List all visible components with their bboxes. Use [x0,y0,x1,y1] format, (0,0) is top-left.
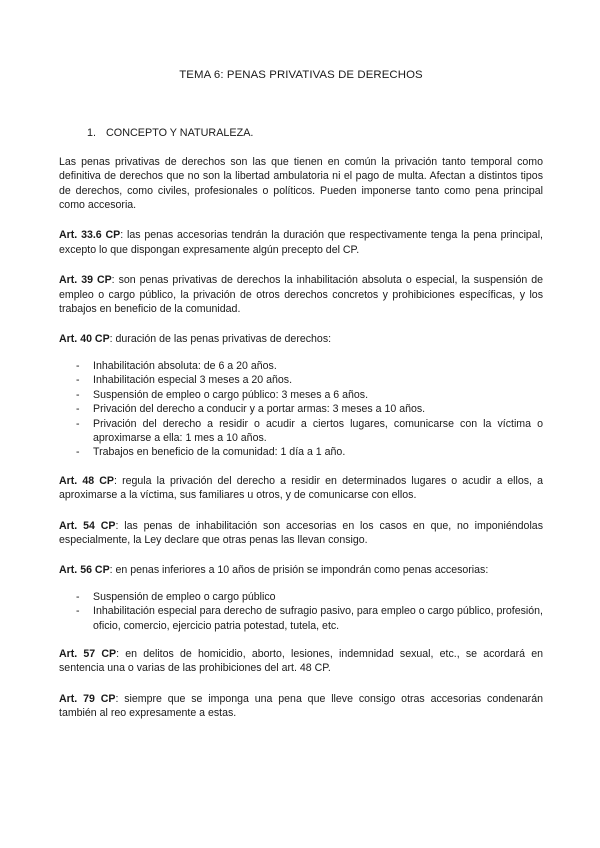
list-item-text: Inhabilitación absoluta: de 6 a 20 años. [93,359,277,372]
duration-list [59,359,543,460]
article-text: : las penas accesorias tendrán la duración que respectivamente tenga la pena principal, excepto lo que dispongan expresamente algún precepto del CP. [59,229,543,256]
article-ref: Art. 79 CP [59,692,116,705]
dash-bullet: - [76,590,80,603]
article-ref: Art. 54 CP [59,519,116,532]
article-40 [59,332,543,346]
article-text: : en penas inferiores a 10 años de prisión se impondrán como penas accesorias: [109,564,489,577]
article-ref: Art. 33.6 CP [59,229,121,242]
article-text: : en delitos de homicidio, aborto, lesiones, indemnidad sexual, etc., se acordará en sentencia una o varias de las prohibiciones del art. 48 CP. [59,647,543,675]
article-text: : siempre que se imponga una pena que lleve consigo otras accesorias condenarán también al reo expresamente a estas. [59,692,543,720]
dash-bullet: - [76,388,80,401]
article-text: : duración de las penas privativas de derechos: [109,333,332,346]
article-ref: Art. 40 CP [59,333,110,346]
article-ref: Art. 48 CP [59,474,114,487]
list-item [59,445,543,459]
article-ref: Art. 57 CP [59,647,117,660]
article-39 [59,273,543,316]
article-57 [59,647,543,676]
dash-bullet: - [76,374,80,387]
dash-bullet: - [76,605,80,618]
dash-bullet: - [76,446,80,459]
section-number: 1. [87,127,97,140]
list-item-text: Privación del derecho a conducir y a portar armas: 3 meses a 10 años. [93,403,426,416]
list-item-text: Suspensión de empleo o cargo público [93,590,276,603]
dash-bullet: - [76,403,80,416]
list-item [59,402,543,416]
accessories-list [59,590,543,633]
list-item-text: Suspensión de empleo o cargo público: 3 meses a 6 años. [93,388,369,401]
list-item-text: Inhabilitación especial 3 meses a 20 años. [93,374,293,387]
section-heading [87,126,543,140]
article-48 [59,474,543,503]
dash-bullet: - [76,417,80,430]
article-33-6 [59,228,543,257]
intro-paragraph: Las penas privativas de derechos son las que tienen en común la privación tanto temporal como definitiva de derechos que no son la libertad ambulatoria ni el pago de multa. Afectan a distintos tipos de derechos, como civiles, profesionales o políticos. Pueden imponerse tanto como pena principal como accesoria. [59,155,543,212]
article-ref: Art. 56 CP [59,564,110,577]
list-item-text: Inhabilitación especial para derecho de sufragio pasivo, para empleo o cargo público, profesión, oficio, comercio, ejercicio patria potestad, tutela, etc. [93,605,543,632]
list-item [59,373,543,387]
list-item-text: Privación del derecho a residir o acudir a ciertos lugares, comunicarse con la víctima o aproximarse a ella: 1 mes a 10 años. [93,417,543,444]
page-title: TEMA 6: PENAS PRIVATIVAS DE DERECHOS [179,69,423,81]
article-56 [59,563,543,577]
list-item [59,604,543,633]
dash-bullet: - [76,359,80,372]
list-item [59,388,543,402]
list-item [59,417,543,446]
article-text: : son penas privativas de derechos la inhabilitación absoluta o especial, la suspensión de empleo o cargo público, la privación de otros derechos concretos y prohibiciones específicas, y los trabajos en beneficio de la comunidad. [59,274,543,316]
article-text: : regula la privación del derecho a residir en determinados lugares o acudir a ellos, a aproximarse a la víctima, sus familiares u otros, y de comunicarse con ellos. [59,474,543,502]
list-item-text: Trabajos en beneficio de la comunidad: 1 día a 1 año. [93,446,346,459]
article-text: : las penas de inhabilitación son accesorias en los casos en que, no imponiéndolas especialmente, la Ley declare que otras penas las llevan consigo. [59,519,543,546]
article-ref: Art. 39 CP [59,274,112,287]
section-heading-text: CONCEPTO Y NATURALEZA. [106,127,254,140]
list-item [59,590,543,604]
list-item [59,359,543,373]
article-54 [59,519,543,548]
article-79 [59,692,543,721]
